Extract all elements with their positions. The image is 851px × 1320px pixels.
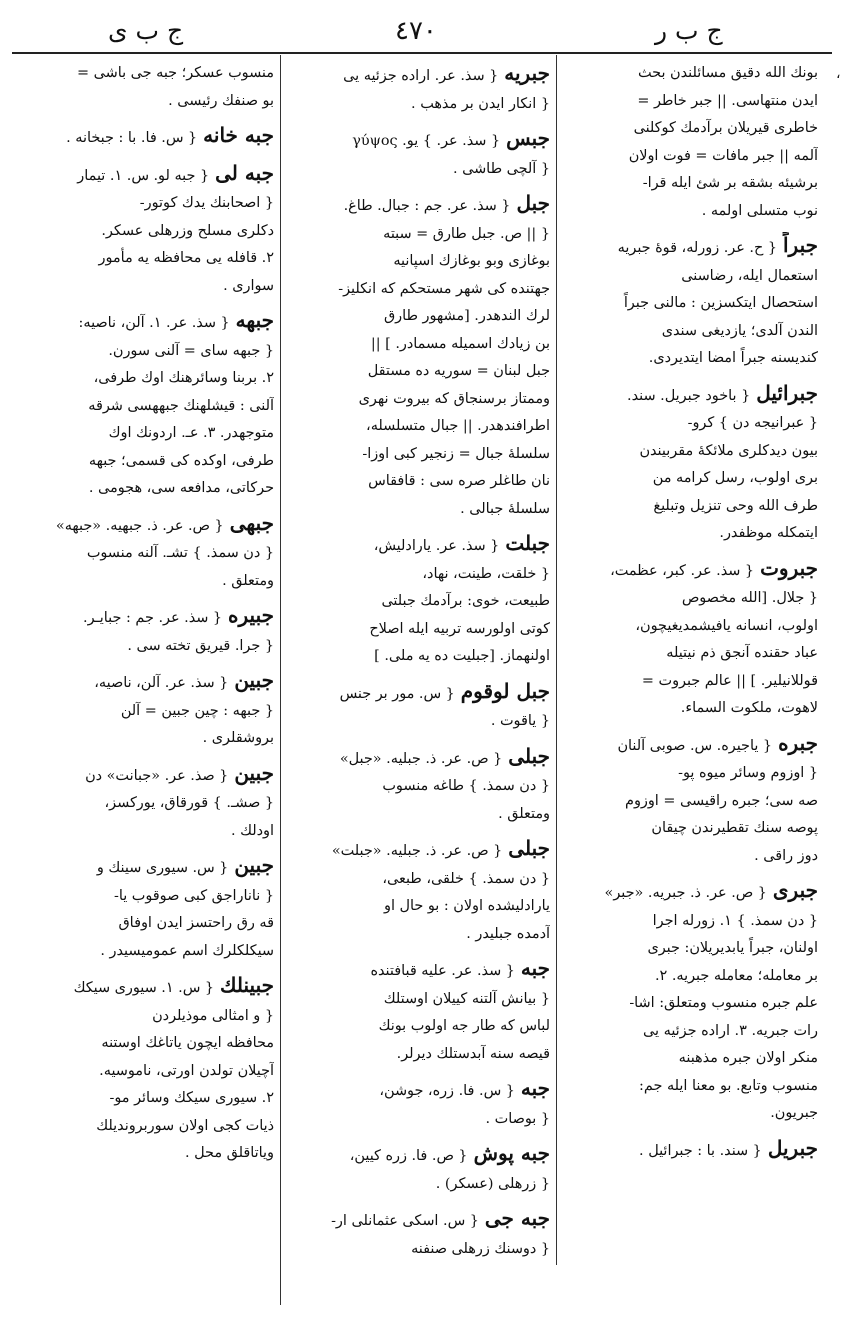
entry-text: وممتاز برسنجاق كه بيروت نهرى — [358, 390, 550, 407]
entry-line — [14, 633, 274, 661]
page-number: ٤٧٠ — [395, 16, 437, 46]
entry-line — [14, 273, 274, 301]
entry-text: { ح. عر. زورله، قوهٔ جبريه — [617, 240, 777, 256]
entry-line — [566, 788, 818, 816]
entry-text: { آلچى طاشى . — [452, 160, 550, 177]
entry-text: لاهوت، ملكوت السماء. — [680, 700, 818, 716]
entry-line — [566, 198, 818, 226]
entry-line — [566, 730, 818, 761]
entry-line — [288, 708, 550, 736]
entry-text: { || ص. جبل طارق = سبته — [383, 225, 550, 242]
entry-line — [288, 248, 550, 276]
entry-line — [566, 760, 818, 788]
dictionary-entry — [288, 678, 550, 736]
entry-line — [566, 143, 818, 171]
dictionary-entry — [288, 835, 550, 948]
entry-line — [288, 893, 550, 921]
entry-text: الندن آلدى؛ يازديغى سندى — [661, 322, 818, 339]
entry-text: برشيئه بشقه بر شئ ايله قرا- — [642, 175, 818, 191]
entry-line — [566, 520, 818, 548]
entry-text: بو صنفك رئيسى . — [168, 92, 274, 109]
entry-line — [288, 441, 550, 469]
column-right — [566, 60, 818, 1280]
entry-line — [14, 1030, 274, 1058]
entry-text: { دن سمذ. } خلقى، طبعى، — [382, 870, 550, 887]
entry-text: محافظه ايچون ياتاغك اوستنه — [101, 1035, 274, 1051]
entry-text: كنديسنه جبراً امضا ايتديردى. — [648, 350, 818, 366]
entry-text: كوتى اولورسه تربيه ايله اصلاح — [369, 620, 550, 637]
entry-line — [566, 963, 818, 991]
entry-text: خاطرى قيريلان برآدمك كوكلنى — [633, 120, 818, 136]
entry-text: استعمال ايله، رضاسنى — [681, 267, 818, 284]
entry-headword: جبروت — [760, 555, 818, 580]
dictionary-entry — [566, 1135, 818, 1166]
entry-headword: جبلت — [505, 531, 550, 555]
header-left-letters: ج ب ى — [108, 16, 184, 45]
entry-line — [14, 790, 274, 818]
entry-line — [14, 60, 274, 88]
entry-text: طرفى، اوكده كى قسمى؛ جبهه — [88, 452, 274, 469]
entry-line — [566, 290, 818, 318]
entry-text: سوارى . — [223, 277, 274, 294]
entry-text: متوجهدر. ٣. عـ. اردونك اوك — [108, 425, 274, 441]
entry-text: { ص. عر. ذ. جبريه. «جبر» — [604, 885, 767, 901]
dictionary-entry — [288, 1075, 550, 1133]
entry-text: آچيلان تولدن اورتى، ناموسيه. — [99, 1062, 274, 1079]
entry-text: بونك الله دقيق مسائلندن بحث — [638, 65, 818, 81]
entry-text: ايدن منتهاسى. || جبر خاطر = — [637, 92, 818, 109]
entry-text: { سذ. عر. كبر، عظمت، — [610, 562, 755, 579]
entry-text: { و امثالى موذيلردن — [152, 1007, 274, 1024]
dictionary-entry — [288, 743, 550, 829]
entry-text: { جلال. [الله مخصوص — [681, 590, 818, 606]
dictionary-entry — [14, 122, 274, 153]
dictionary-entry — [566, 380, 818, 548]
entry-headword: جبه پوش — [473, 1141, 550, 1165]
entry-text: منسوب وتابع. بو معنا ايله جم: — [639, 1077, 818, 1094]
entry-line — [566, 232, 818, 263]
entry-line — [288, 921, 550, 949]
entry-line — [14, 602, 274, 633]
entry-text: { بيانش آلتنه كييلان اوستلك — [383, 990, 550, 1007]
entry-line — [566, 410, 818, 438]
entry-headword: جبس — [506, 126, 550, 150]
entry-line — [14, 1003, 274, 1031]
entry-line — [288, 496, 550, 524]
entry-line — [288, 955, 550, 986]
entry-headword: جبريه — [504, 61, 550, 85]
entry-line — [566, 115, 818, 143]
entry-line — [288, 468, 550, 496]
entry-line — [566, 1073, 818, 1101]
entry-line — [14, 338, 274, 366]
entry-text: بروشقلرى . — [202, 730, 274, 746]
entry-text: اولنان، جبراً يابديريلان: جبرى — [647, 940, 818, 956]
entry-line — [288, 276, 550, 304]
entry-text: { عبرانيجه دن } كرو- — [687, 415, 818, 431]
entry-text: دكلرى مسلح وزرهلى عسكر. — [101, 222, 274, 239]
entry-line — [566, 843, 818, 871]
entry-text: { س. مور بر جنس — [339, 685, 455, 702]
entry-text: طبيعت، خوى: برآدمك جبلتى — [381, 593, 550, 609]
entry-line — [288, 1106, 550, 1134]
entry-text: { زرهلى (عسكر) . — [435, 1175, 550, 1192]
entry-text: { دن سمذ. } ١. زورله اجرا — [652, 912, 818, 929]
entry-line — [288, 358, 550, 386]
entry-line — [566, 88, 818, 116]
entry-text: منكر اولان جبره مذهبنه — [678, 1050, 818, 1066]
entry-line — [566, 935, 818, 963]
dictionary-entry — [14, 60, 274, 115]
entry-text: علم جبره منسوب ومتعلق: اشا- — [629, 995, 818, 1011]
entry-headword: جبرائيل — [756, 380, 818, 405]
entry-line — [14, 420, 274, 448]
column-divider-left — [280, 55, 281, 1305]
entry-text: قوللانيلير. ] || عالم جبروت = — [641, 672, 818, 689]
entry-line — [14, 1113, 274, 1141]
entry-text: { ص. عر. ذ. جبليه. «جبل» — [339, 750, 503, 767]
entry-line — [288, 1236, 550, 1264]
entry-line — [566, 990, 818, 1018]
entry-text: ومتعلق . — [498, 805, 550, 822]
entry-line — [14, 245, 274, 273]
dictionary-entry — [288, 125, 550, 183]
entry-line — [14, 475, 274, 503]
entry-text: ٢. قافله يى محافظه يه مأمور — [98, 250, 274, 266]
entry-line — [288, 616, 550, 644]
entry-line — [14, 122, 274, 153]
dictionary-entry — [288, 530, 550, 671]
entry-text: { جبهه : چين جبين = آلن — [120, 702, 274, 719]
entry-line — [566, 380, 818, 411]
dictionary-entry — [14, 602, 274, 660]
entry-text: { سذ. عر. اراده جزئيه يى — [343, 68, 499, 84]
entry-text: { ياقوت . — [490, 713, 550, 729]
entry-line — [566, 493, 818, 521]
entry-line — [566, 877, 818, 908]
entry-text: { ص. عر. ذ. جبهيه. «جبهه» — [55, 517, 224, 534]
entry-line — [566, 613, 818, 641]
entry-text: { س. فا. با : جبخانه . — [66, 130, 198, 146]
dictionary-entry — [14, 510, 274, 596]
entry-text: رات جبريه. ٣. اراده جزئيه يى — [643, 1022, 818, 1039]
entry-headword: جبل — [516, 191, 550, 215]
dictionary-entry — [14, 307, 274, 503]
entry-text: جبريون. — [770, 1105, 818, 1121]
entry-text: منسوب عسكر؛ جبه جى باشى = — [77, 65, 274, 81]
entry-text: استحصال ايتكسزين : مالنى جبراً — [623, 295, 818, 311]
entry-text: اولنهماز. [جبليت ده يه ملى. ] — [374, 648, 550, 664]
entry-line — [288, 221, 550, 249]
entry-line — [288, 743, 550, 774]
entry-headword: جبه جى — [484, 1206, 550, 1230]
entry-line — [566, 555, 818, 586]
entry-text: { س. سيورى سينك و — [96, 860, 229, 876]
entry-text: { جبه لو. س. ١. تيمار — [77, 167, 210, 184]
entry-text: آلنى : قيشلهنك جبههسى شرقه — [88, 397, 274, 414]
entry-headword: جبلى — [508, 743, 550, 768]
entry-text: ومتعلق . — [222, 572, 274, 589]
entry-line — [14, 972, 274, 1003]
entry-line — [566, 465, 818, 493]
entry-headword: جبين — [234, 760, 274, 785]
entry-line — [14, 568, 274, 596]
entry-headword: جبين — [234, 853, 274, 877]
entry-text: { صشـ. } قورقاق، يوركسز، — [104, 795, 274, 811]
entry-line — [288, 91, 550, 119]
entry-text: { دن سمذ. } طاغه منسوب — [382, 778, 550, 794]
entry-text: سيكلكلرك اسم عموميسيدر . — [100, 942, 274, 959]
entry-line — [288, 60, 550, 91]
entry-headword: جبراً — [783, 233, 818, 257]
dictionary-entry — [566, 555, 818, 723]
entry-headword: جبلى — [508, 836, 550, 860]
entry-text: { سذ. عر. عليه قبافتنده — [370, 963, 515, 979]
entry-line — [288, 1075, 550, 1106]
entry-text: { اوزوم وسائر ميوه پو- — [678, 765, 818, 781]
entry-text: آلمه || جبر مافات = فوت اولان — [628, 147, 818, 164]
entry-line — [14, 365, 274, 393]
dictionary-entry — [14, 160, 274, 301]
entry-text: جهتنده كى شهر مستحكم كه انكليز- — [338, 280, 550, 297]
column-middle — [288, 60, 550, 1280]
entry-line — [14, 938, 274, 966]
entry-text: بوغازى وبو بوغازك اسپانيه — [393, 253, 550, 269]
dictionary-entry — [288, 60, 550, 118]
entry-text: عباد حقنده آنجق ذم نيتيله — [666, 645, 818, 661]
entry-line — [288, 413, 550, 441]
entry-line — [14, 725, 274, 753]
entry-headword: جبين — [234, 668, 274, 692]
entry-line — [288, 156, 550, 184]
entry-line — [566, 668, 818, 696]
entry-line — [566, 815, 818, 843]
entry-line — [288, 303, 550, 331]
entry-text: { س. ١. سيورى سيكك — [73, 980, 215, 996]
entry-line — [566, 695, 818, 723]
entry-line — [566, 170, 818, 198]
entry-text: ٢. بربنا وسائرهنك اوك طرفى، — [93, 370, 274, 386]
entry-text: ايتمكله موظفدر. — [719, 525, 818, 541]
entry-line — [288, 530, 550, 561]
entry-text: { سذ. عر. } يو. γύψος — [352, 133, 501, 149]
entry-line — [14, 698, 274, 726]
entry-line — [14, 190, 274, 218]
entry-line — [14, 1085, 274, 1113]
entry-text: { دن سمذ. } تشـ. آلنه منسوب — [86, 545, 274, 561]
entry-text: { س. اسكى عثمانلى ار- — [331, 1213, 479, 1229]
entry-headword: جبهى — [229, 510, 274, 535]
entry-headword: جبيره — [228, 603, 274, 627]
entry-line — [14, 760, 274, 791]
entry-line — [288, 561, 550, 589]
entry-line — [566, 1045, 818, 1073]
entry-line — [288, 1205, 550, 1236]
entry-text: { ناناراجق كبى صوقوب يا- — [113, 887, 274, 904]
dictionary-entry — [14, 667, 274, 753]
header-right-letters: ج ب ر — [655, 16, 723, 45]
entry-headword: جبرى — [772, 878, 818, 902]
entry-line — [14, 1058, 274, 1086]
entry-line — [566, 1135, 818, 1166]
entry-text: اولوب، انسانه يافيشمديغيچون، — [635, 617, 818, 634]
entry-headword: جبه لى — [215, 160, 274, 185]
entry-line — [288, 1171, 550, 1199]
entry-text: سلسلهٔ جبال = زنجير كبى اوزا- — [362, 445, 550, 462]
entry-line — [288, 1041, 550, 1069]
entry-line — [14, 160, 274, 191]
dictionary-entry — [14, 852, 274, 965]
entry-text: يارادليشده اولان : بو حال او — [384, 898, 550, 914]
entry-line — [566, 438, 818, 466]
entry-text: نان طاغلر صره سى : قافقاس — [368, 473, 550, 489]
entry-text: بيون ديدكلرى ملائكهٔ مقربيندن — [639, 442, 818, 459]
entry-headword: جبه خانه — [203, 123, 274, 147]
entry-line — [288, 1140, 550, 1171]
entry-text: دوز راقى . — [754, 847, 818, 864]
dictionary-entry — [288, 955, 550, 1068]
entry-headword: جبره — [778, 730, 818, 755]
entry-line — [288, 773, 550, 801]
entry-line — [14, 218, 274, 246]
dictionary-entry — [14, 760, 274, 846]
entry-line — [566, 345, 818, 373]
column-left — [14, 60, 274, 1280]
entry-headword: جبه — [520, 956, 550, 980]
entry-line — [566, 585, 818, 613]
entry-line — [14, 852, 274, 883]
entry-text: { سذ. عر. جم : جبال. طاغ. — [343, 198, 511, 214]
dictionary-entry — [288, 1205, 550, 1263]
entry-text: { دوسنك زرهلى صنفنه — [411, 1240, 550, 1257]
entry-text: { جرا. قيريق تخته سى . — [127, 637, 274, 654]
entry-line — [14, 448, 274, 476]
entry-line — [288, 1013, 550, 1041]
entry-text: { سند. با : جبرائيل . — [639, 1142, 762, 1159]
dictionary-entry — [566, 730, 818, 871]
entry-text: آدمده جبليدر . — [466, 925, 550, 942]
column-divider-right — [556, 55, 557, 1265]
dictionary-entry — [566, 877, 818, 1128]
entry-text: بن زيادك اسميله مسمادر. ] || — [370, 335, 550, 352]
entry-text: طرف الله وحى تنزيل وتبليغ — [653, 497, 818, 514]
entry-line — [288, 801, 550, 829]
entry-text: نوب متسلى اولمه . — [701, 202, 818, 219]
entry-text: { ص. فا. زره كيين، — [349, 1148, 468, 1164]
entry-text: { ص. عر. ذ. جبليه. «جبلت» — [331, 843, 503, 859]
entry-text: { سذ. عر. ١. آلن، ناصيه: — [78, 315, 230, 331]
entry-line — [288, 643, 550, 671]
entry-headword: جبه — [520, 1076, 550, 1100]
entry-line — [14, 818, 274, 846]
header-rule — [12, 52, 832, 54]
entry-text: قه رق راحتسز ايدن اوفاق — [118, 915, 274, 931]
entry-line — [566, 60, 818, 88]
margin-mark: ، — [836, 66, 841, 82]
entry-line — [566, 318, 818, 346]
entry-line — [14, 910, 274, 938]
entry-text: { خلقت، طينت، نهاد، — [422, 565, 550, 582]
entry-text: { انكار ايدن بر مذهب . — [411, 95, 550, 112]
dictionary-entry — [288, 1140, 550, 1198]
entry-text: { سذ. عر. يارادليش، — [373, 538, 500, 554]
entry-line — [566, 1018, 818, 1046]
entry-text: { صذ. عر. «جبانت» دن — [85, 767, 229, 784]
entry-line — [288, 835, 550, 866]
entry-text: صه سى؛ جبره راقيسى = اوزوم — [625, 792, 818, 809]
entry-text: وياتاقلق محل . — [185, 1145, 274, 1161]
entry-headword: جبل لوقوم — [460, 678, 550, 703]
entry-text: { سذ. عر. آلن، ناصيه، — [94, 675, 229, 691]
entry-text: لباس كه طار جه اولوب بونك — [378, 1018, 550, 1034]
entry-line — [288, 986, 550, 1014]
entry-text: { جبهه ساى = آلنى سورن. — [108, 342, 274, 359]
entry-line — [288, 125, 550, 156]
entry-headword: جبريل — [767, 1135, 818, 1160]
entry-text: ٢. سيورى سيكك وسائر مو- — [109, 1090, 274, 1106]
entry-line — [288, 190, 550, 221]
dictionary-entry — [14, 972, 274, 1168]
entry-line — [14, 1140, 274, 1168]
entry-line — [566, 640, 818, 668]
dictionary-entry — [288, 190, 550, 523]
entry-line — [14, 88, 274, 116]
entry-text: پوصه سنك تقطيرندن چيقان — [651, 820, 818, 836]
entry-line — [566, 1100, 818, 1128]
entry-line — [14, 510, 274, 541]
entry-text: بر معامله؛ معامله جبريه. ٢. — [654, 967, 818, 984]
entry-text: { اصحابنك يدك كوتور- — [139, 195, 274, 211]
dictionary-entry — [566, 60, 818, 225]
entry-text: سلسلهٔ جبالى . — [460, 500, 550, 517]
entry-text: قيصه سنه آبدستلك ديرلر. — [396, 1045, 550, 1062]
entry-headword: جبينلك — [220, 973, 274, 997]
entry-text: برى اولوب، رسل كرامه من — [652, 470, 818, 486]
entry-line — [14, 540, 274, 568]
entry-text: { بوصات . — [485, 1110, 550, 1127]
entry-line — [566, 908, 818, 936]
entry-text: لرك الندهدر. [مشهور طارق — [384, 308, 550, 324]
entry-line — [14, 883, 274, 911]
entry-line — [14, 307, 274, 338]
entry-text: { سذ. عر. جم : جبايـر. — [83, 610, 223, 626]
entry-line — [288, 866, 550, 894]
entry-line — [14, 393, 274, 421]
entry-line — [566, 263, 818, 291]
dictionary-entry — [566, 232, 818, 373]
entry-text: اطرافندهدر. || جبال متسلسله، — [366, 418, 550, 434]
entry-text: جبل لبنان = سوريه ده مستقل — [367, 363, 550, 379]
entry-line — [288, 331, 550, 359]
entry-line — [288, 588, 550, 616]
entry-text: ذيات كجى اولان سوربرونديلك — [96, 1117, 274, 1134]
entry-text: { ياجيره. س. صوبى آلنان — [617, 737, 773, 754]
entry-headword: جبهه — [235, 308, 274, 332]
entry-text: { س. فا. زره، جوشن، — [379, 1083, 515, 1099]
entry-text: اودلك . — [230, 822, 274, 839]
entry-line — [288, 386, 550, 414]
entry-line — [14, 667, 274, 698]
entry-text: حركاتى، مدافعه سى، هجومى . — [88, 480, 274, 496]
entry-text: { باخود جبريل. سند. — [627, 387, 751, 404]
entry-line — [288, 678, 550, 709]
